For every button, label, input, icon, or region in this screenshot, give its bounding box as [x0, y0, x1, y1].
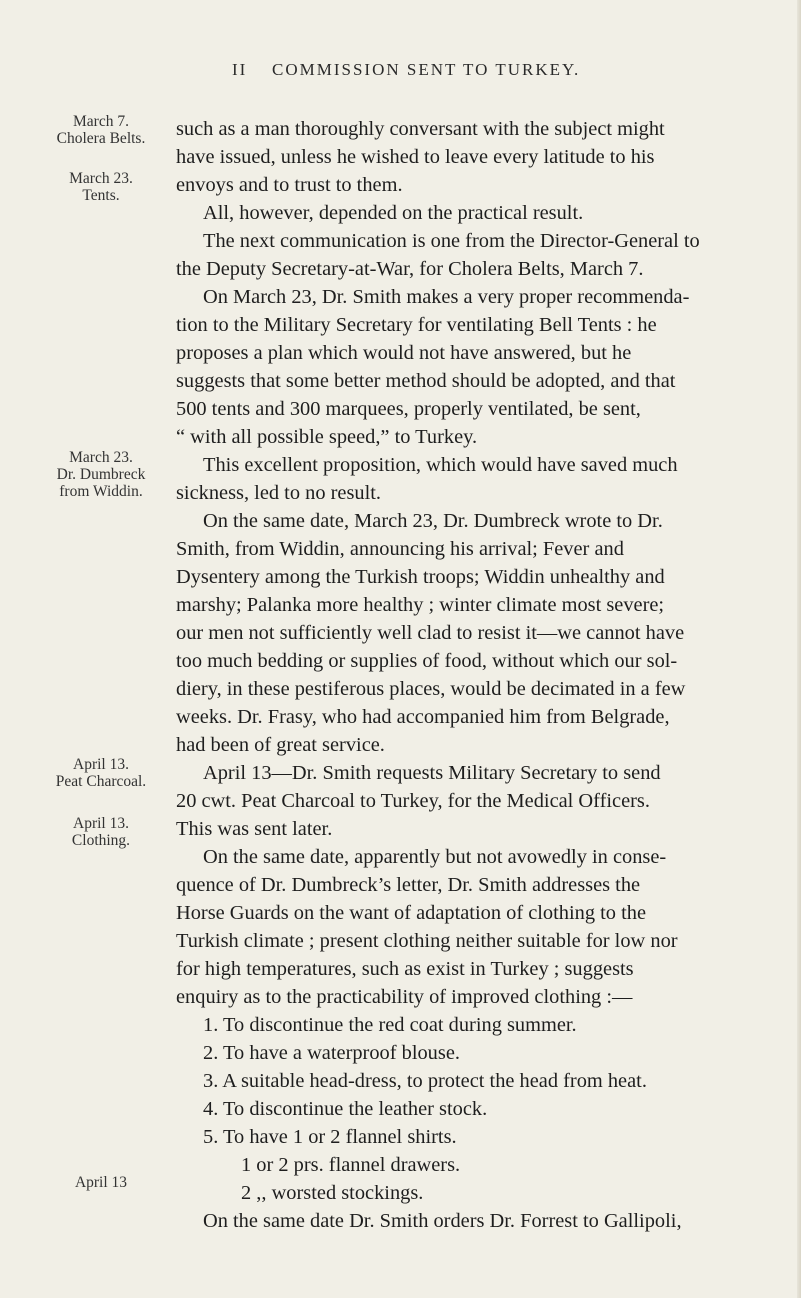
list-item: 5. To have 1 or 2 flannel shirts. [203, 1126, 457, 1148]
list-item: 4. To discontinue the leather stock. [203, 1098, 488, 1120]
text-line: quence of Dr. Dumbreck’s letter, Dr. Smith addresses the [176, 874, 641, 896]
page-edge-shadow [797, 0, 801, 1298]
text-line: 500 tents and 300 marquees, properly ventilated, be sent, [176, 398, 641, 420]
margin-note-topic: Cholera Belts. [56, 130, 146, 147]
margin-note-forrest [42, 1174, 160, 1191]
text-line: our men not sufficiently well clad to resist it—we cannot have [176, 622, 685, 644]
margin-note-peat-charcoal [42, 756, 160, 790]
text-line: All, however, depended on the practical result. [203, 202, 584, 224]
text-line: tion to the Military Secretary for ventilating Bell Tents : he [176, 314, 657, 336]
text-line: This excellent proposition, which would have saved much [203, 454, 678, 476]
text-line: “ with all possible speed,” to Turkey. [176, 426, 478, 448]
text-line: for high temperatures, such as exist in Turkey ; suggests [176, 958, 634, 980]
margin-note-date: April 13 [74, 1174, 128, 1191]
text-line: have issued, unless he wished to leave every latitude to his [176, 146, 655, 168]
margin-note-topic: Dr. Dumbreck [56, 466, 146, 483]
text-line: suggests that some better method should be adopted, and that [176, 370, 676, 392]
text-line: diery, in these pestiferous places, would be decimated in a few [176, 678, 686, 700]
page-number: II [232, 60, 248, 79]
text-line: Turkish climate ; present clothing neither suitable for low nor [176, 930, 678, 952]
text-line: On March 23, Dr. Smith makes a very proper recommenda- [203, 286, 690, 308]
text-line: This was sent later. [176, 818, 333, 840]
margin-note-date: March 7. [73, 113, 129, 130]
margin-note-dumbreck [42, 449, 160, 500]
list-item: 1 or 2 prs. flannel drawers. [241, 1154, 461, 1176]
text-line: proposes a plan which would not have answered, but he [176, 342, 632, 364]
text-line: had been of great service. [176, 734, 385, 756]
text-line: On the same date, March 23, Dr. Dumbreck wrote to Dr. [203, 510, 663, 532]
text-line: weeks. Dr. Frasy, who had accompanied him from Belgrade, [176, 706, 670, 728]
text-line: Horse Guards on the want of adaptation of clothing to the [176, 902, 647, 924]
text-line: Dysentery among the Turkish troops; Widdin unhealthy and [176, 566, 665, 588]
list-item: 2. To have a waterproof blouse. [203, 1042, 460, 1064]
text-line: envoys and to trust to them. [176, 174, 403, 196]
text-line: Smith, from Widdin, announcing his arrival; Fever and [176, 538, 624, 560]
margin-note-date: April 13. [73, 815, 129, 832]
margin-note-topic: Peat Charcoal. [55, 773, 147, 790]
list-item: 3. A suitable head-dress, to protect the head from heat. [203, 1070, 647, 1092]
margin-note-date: March 23. [69, 449, 133, 466]
margin-note-date: March 23. [69, 170, 133, 187]
margin-note-cholera-belts [42, 113, 160, 147]
text-line: April 13—Dr. Smith requests Military Secretary to send [203, 762, 661, 784]
text-line: On the same date, apparently but not avowedly in conse- [203, 846, 667, 868]
margin-note-clothing [42, 815, 160, 849]
running-head: COMMISSION SENT TO TURKEY. [272, 60, 581, 79]
text-line: On the same date Dr. Smith orders Dr. Forrest to Gallipoli, [203, 1210, 682, 1232]
text-line: 20 cwt. Peat Charcoal to Turkey, for the Medical Officers. [176, 790, 650, 812]
text-line: enquiry as to the practicability of improved clothing :— [176, 986, 633, 1008]
list-item: 2 ,, worsted stockings. [241, 1182, 424, 1204]
margin-note-topic: from Widdin. [59, 483, 143, 500]
text-line: The next communication is one from the Director-General to [203, 230, 700, 252]
text-line: the Deputy Secretary-at-War, for Cholera Belts, March 7. [176, 258, 644, 280]
text-line: marshy; Palanka more healthy ; winter climate most severe; [176, 594, 665, 616]
text-line: too much bedding or supplies of food, without which our sol- [176, 650, 678, 672]
margin-note-topic: Tents. [82, 187, 120, 204]
list-item: 1. To discontinue the red coat during summer. [203, 1014, 577, 1036]
margin-note-topic: Clothing. [71, 832, 131, 849]
text-line: such as a man thoroughly conversant with the subject might [176, 118, 665, 140]
text-line: sickness, led to no result. [176, 482, 382, 504]
margin-note-date: April 13. [73, 756, 129, 773]
margin-note-tents [42, 170, 160, 204]
